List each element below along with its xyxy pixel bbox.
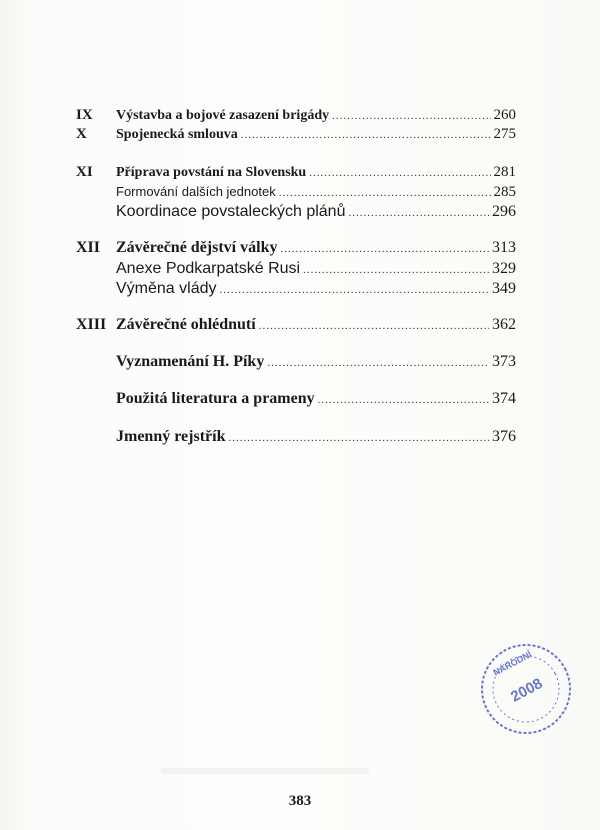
toc-entry-awards bbox=[76, 353, 516, 371]
chapter-title: Výstavba a bojové zasazení brigády bbox=[116, 108, 330, 123]
toc-subentry bbox=[76, 203, 516, 221]
toc-entry-xi bbox=[76, 164, 516, 181]
leader-dots bbox=[318, 394, 489, 406]
leader-dots bbox=[241, 129, 491, 141]
toc-entry-ix bbox=[76, 107, 516, 124]
page-reference: 376 bbox=[492, 428, 516, 445]
chapter-number: X bbox=[76, 126, 87, 142]
leader-dots bbox=[279, 187, 491, 199]
leader-dots bbox=[267, 357, 489, 369]
leader-dots bbox=[332, 110, 490, 122]
leader-dots bbox=[228, 432, 489, 444]
chapter-title: Vyznamenání H. Píky bbox=[116, 353, 265, 370]
leader-dots bbox=[259, 320, 489, 332]
chapter-number: XIII bbox=[76, 316, 107, 333]
stamp-text-top: NÁRODNÍ bbox=[491, 649, 534, 678]
leader-dots bbox=[348, 207, 489, 219]
chapter-title: Jmenný rejstřík bbox=[116, 428, 226, 445]
toc-entry-xii bbox=[76, 239, 516, 257]
page-reference: 285 bbox=[493, 184, 516, 200]
leader-dots bbox=[280, 243, 489, 255]
toc-subentry bbox=[76, 260, 516, 278]
page-reference: 349 bbox=[492, 280, 516, 297]
toc-entry-literature bbox=[76, 390, 516, 408]
chapter-title: Příprava povstání na Slovensku bbox=[116, 165, 307, 180]
page-reference: 329 bbox=[492, 260, 516, 277]
toc-subentry bbox=[76, 280, 516, 298]
page-reference: 362 bbox=[492, 316, 516, 333]
chapter-title: Spojenecká smlouva bbox=[116, 127, 238, 142]
toc-entry-x bbox=[76, 126, 516, 143]
page-reference: 260 bbox=[493, 107, 516, 123]
page-reference: 373 bbox=[492, 353, 516, 370]
page-reference: 281 bbox=[493, 164, 516, 180]
page-reference: 313 bbox=[492, 239, 516, 256]
bleed-through-mark bbox=[160, 768, 370, 774]
page-reference: 296 bbox=[492, 203, 516, 220]
section-title: Formování dalších jednotek bbox=[116, 184, 276, 199]
chapter-number: IX bbox=[76, 107, 93, 123]
stamp-year: 2008 bbox=[507, 674, 546, 706]
leader-dots bbox=[220, 284, 490, 296]
leader-dots bbox=[303, 264, 489, 276]
chapter-title: Použitá literatura a prameny bbox=[116, 390, 315, 407]
toc-entry-xiii bbox=[76, 316, 516, 334]
page-number: 383 bbox=[288, 793, 312, 809]
page-reference: 275 bbox=[493, 126, 516, 142]
chapter-number: XI bbox=[76, 164, 93, 180]
leader-dots bbox=[309, 167, 490, 179]
library-stamp bbox=[472, 635, 580, 743]
toc-entry-index bbox=[76, 428, 516, 446]
section-title: Výměna vlády bbox=[116, 280, 217, 297]
toc-subentry bbox=[76, 184, 516, 201]
chapter-number: XII bbox=[76, 239, 101, 256]
page-reference: 374 bbox=[492, 390, 516, 407]
chapter-title: Závěrečné dějství války bbox=[116, 239, 278, 256]
section-title: Anexe Podkarpatské Rusi bbox=[116, 260, 301, 277]
chapter-title: Závěrečné ohlédnutí bbox=[116, 316, 256, 333]
section-title: Koordinace povstaleckých plánů bbox=[116, 203, 346, 220]
